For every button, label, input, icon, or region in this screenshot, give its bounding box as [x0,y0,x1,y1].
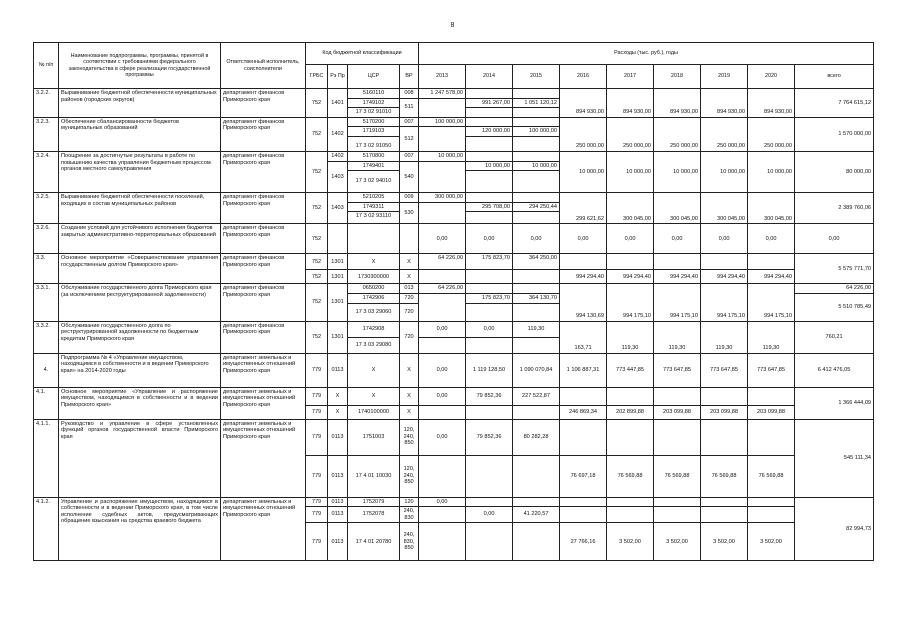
col-grbs-header: ГРБС [306,65,328,89]
value-cell: 3 502,00 [654,523,701,561]
grbs-cell: 752 [306,117,328,151]
csr-cell: 1749102 [348,98,400,108]
row-executor: департамент финансов Приморского края [221,224,306,254]
total-cell: 5 575 771,70 [795,254,874,284]
vr-cell: 720 [400,303,419,321]
csr-cell: 1742908 [348,321,400,337]
value-cell: 894 930,00 [607,89,654,118]
row-number: 4.1.1. [34,419,59,497]
col-total-header: всего [795,65,874,89]
rzpr-cell: 1301 [328,284,348,321]
value-cell: 1 090 070,84 [513,353,560,387]
value-cell: 250 000,00 [607,117,654,151]
value-cell: 0,00 [419,387,466,405]
rzpr-cell: 1402 [328,117,348,151]
value-cell: 119,30 [748,321,795,353]
vr-cell: Х [400,405,419,419]
row-number: 4.1. [34,387,59,419]
vr-cell: 009 [400,193,419,203]
row-name: Руководство и управление в сфере установленных функций органов государственной власти Приморского края [59,419,221,497]
value-cell: 203 099,88 [701,405,748,419]
col-csr-header: ЦСР [348,65,400,89]
col-num-header: № п/п [34,43,59,89]
value-cell: 994 294,40 [607,270,654,284]
grbs-cell: 752 [306,321,328,353]
vr-cell: 120, 240, 850 [400,455,419,497]
value-cell: 300 045,00 [607,193,654,224]
total-cell: 2 389 760,06 [795,193,874,224]
row-name: Основное мероприятие «Совершенствование управления государственным долгом Приморского края» [59,254,221,284]
value-cell: 0,00 [419,224,466,254]
vr-cell: 240, 830 [400,507,419,523]
row-number: 3.2.2. [34,89,59,118]
csr-cell: 1730300000 [348,270,400,284]
value-cell: 773 447,85 [607,353,654,387]
value-cell: 100 000,00 [419,117,466,127]
value-cell: 364 250,00 [513,254,560,270]
value-cell: 0,00 [654,224,701,254]
vr-cell: 720 [400,321,419,353]
vr-cell: 530 [400,202,419,224]
csr-cell: Х [348,387,400,405]
row-number: 3.2.5. [34,193,59,224]
total-cell: 5 510 785,49 [795,293,874,321]
row-number: 4.1.2. [34,497,59,561]
table-row [34,89,874,99]
csr-cell: Х [348,353,400,387]
csr-cell: 1752079 [348,497,400,507]
vr-cell: 008 [400,89,419,99]
value-cell: 10 000,00 [701,151,748,192]
rzpr-cell: Х [328,387,348,405]
value-cell: 175 823,70 [466,254,513,270]
vr-cell: 013 [400,284,419,294]
col-year-header: 2016 [560,65,607,89]
col-year-header: 2020 [748,65,795,89]
col-vr-header: ВР [400,65,419,89]
row-executor: департамент земельных и имущественных отношений Приморского края [221,497,306,561]
value-cell: 119,30 [513,321,560,337]
value-cell: 10 000,00 [748,151,795,192]
grbs-cell: 779 [306,353,328,387]
csr-cell: 17 3 03 29060 [348,303,400,321]
value-cell: 0,00 [419,353,466,387]
value-cell: 64 226,00 [419,284,466,294]
code-group-header: Код бюджетной классификации [306,43,419,65]
row-executor: департамент финансов Приморского края [221,117,306,151]
row-name: Подпрограмма № 4 «Управление имуществом, находящимся в собственности и в ведении Приморского края» на 2014-2020 годы [59,353,221,387]
total-cell: 760,21 [795,321,874,353]
csr-cell: 1740100000 [348,405,400,419]
value-cell: 10 000,00 [560,151,607,192]
vr-cell: 120 [400,497,419,507]
value-cell: 994 175,10 [607,284,654,321]
value-cell: 227 522,87 [513,387,560,405]
value-cell: 994 294,40 [701,270,748,284]
csr-cell: 1751003 [348,419,400,455]
value-cell: 364 130,70 [513,293,560,303]
value-cell: 994 294,40 [560,270,607,284]
value-cell: 76 569,88 [654,455,701,497]
table-row [34,387,874,405]
value-cell: 994 175,10 [701,284,748,321]
col-rzpr-header: Рз Пр [328,65,348,89]
row-number: 3.2.6. [34,224,59,254]
rzpr-cell: 0113 [328,455,348,497]
col-executor-header: Ответственный исполнитель, соисполнители [221,43,306,89]
csr-cell: 17 3 02 93110 [348,212,400,224]
value-cell: 64 226,00 [419,254,466,270]
vr-cell: Х [400,270,419,284]
csr-cell: 17 4 01 20780 [348,523,400,561]
value-cell: 10 000,00 [607,151,654,192]
value-cell: 41 220,57 [513,507,560,523]
value-cell: 994 294,40 [654,270,701,284]
grbs-cell: 779 [306,507,328,523]
value-cell: 250 000,00 [560,117,607,151]
row-number: 3.2.4. [34,151,59,192]
value-cell: 120 000,00 [466,127,513,137]
row-number: 3.2.3. [34,117,59,151]
row-number: 4. [34,353,59,387]
rzpr-cell: 1301 [328,254,348,270]
value-cell: 0,00 [466,224,513,254]
rzpr-cell: 1402 [328,151,348,161]
vr-cell: Х [400,254,419,270]
value-cell: 3 502,00 [701,523,748,561]
csr-cell: 5170200 [348,117,400,127]
row-name: Обеспечение сбалансированности бюджетов муниципальных образований [59,117,221,151]
value-cell: 163,71 [560,321,607,353]
csr-cell: 1719103 [348,127,400,137]
rzpr-cell: 1403 [328,193,348,224]
total-cell: 0,00 [795,224,874,254]
rzpr-cell: 0113 [328,523,348,561]
csr-cell: 17 3 02 94010 [348,171,400,193]
row-number: 3.3.1. [34,284,59,321]
table-row [34,419,874,455]
col-name-header: Наименование подпрограммы, программы, принятой в соответствии с требованиями федерального законодательства в сфере реализации государственной программы [59,43,221,89]
grbs-cell: 779 [306,523,328,561]
value-cell: 250 000,00 [748,117,795,151]
total-cell: 82 994,73 [795,497,874,561]
value-cell: 294 250,44 [513,202,560,212]
value-cell: 76 569,88 [607,455,654,497]
value-cell: 203 099,88 [748,405,795,419]
value-cell: 894 930,00 [748,89,795,118]
col-year-header: 2013 [419,65,466,89]
rzpr-cell: 0113 [328,507,348,523]
vr-cell: 511 [400,98,419,117]
total-cell: 7 764 615,12 [795,89,874,118]
value-cell: 0,00 [466,321,513,337]
table-row [34,224,874,254]
value-cell: 894 930,00 [701,89,748,118]
value-cell: 250 000,00 [701,117,748,151]
table-row [34,284,874,294]
row-executor: департамент финансов Приморского края [221,151,306,192]
csr-cell: 1742906 [348,293,400,303]
grbs-cell: 752 [306,270,328,284]
row-name: Обслуживание государственного долга по реструктурированной задолженности по бюджетным кредитам Приморского края [59,321,221,353]
csr-cell: 1749401 [348,161,400,171]
row-executor: департамент земельных и имущественных отношений Приморского края [221,419,306,497]
vr-cell: 512 [400,127,419,152]
row-number: 3.3.2. [34,321,59,353]
value-cell: 0,00 [419,497,466,507]
row-executor: департамент финансов Приморского края [221,254,306,284]
value-cell: 80 282,28 [513,419,560,455]
value-cell: 1 119 128,50 [466,353,513,387]
vr-cell: 540 [400,161,419,193]
row-number: 3.3. [34,254,59,284]
row-name: Обслуживание государственного долга Приморского края (за исключением реструктурированной задолженности) [59,284,221,321]
value-cell: 3 502,00 [607,523,654,561]
grbs-cell: 752 [306,224,328,254]
vr-cell: Х [400,353,419,387]
grbs-cell: 779 [306,387,328,405]
total-cell: 1 570 000,00 [795,117,874,151]
csr-cell: 1749311 [348,202,400,212]
csr-cell: 1752078 [348,507,400,523]
value-cell: 994 130,69 [560,284,607,321]
page-number: 8 [450,22,455,29]
value-cell: 994 175,10 [654,284,701,321]
value-cell: 10 000,00 [466,161,513,171]
value-cell: 994 175,10 [748,284,795,321]
grbs-cell: 779 [306,497,328,507]
rzpr-cell: 0113 [328,497,348,507]
row-name: Создание условий для устойчивого исполнения бюджетов закрытых административно-территориальных образований [59,224,221,254]
col-year-header: 2017 [607,65,654,89]
csr-cell: 5210205 [348,193,400,203]
vr-cell: 007 [400,117,419,127]
total-cell: 545 111,34 [795,419,874,497]
value-cell: 10 000,00 [419,151,466,161]
value-cell: 300 045,00 [654,193,701,224]
value-cell: 0,00 [419,419,466,455]
value-cell: 27 766,16 [560,523,607,561]
rzpr-cell: 0113 [328,353,348,387]
csr-cell: 5170800 [348,151,400,161]
grbs-cell: 779 [306,455,328,497]
value-cell: 300 045,00 [748,193,795,224]
value-cell: 773 647,85 [748,353,795,387]
grbs-cell: 752 [306,254,328,270]
grbs-cell: 752 [306,89,328,118]
csr-cell: 17 3 02 91050 [348,136,400,151]
row-executor: департамент финансов Приморского края [221,193,306,224]
rzpr-cell: 1301 [328,270,348,284]
value-cell: 175 823,70 [466,293,513,303]
value-cell: 0,00 [466,507,513,523]
row-name: Выравнивание бюджетной обеспеченности муниципальных районов (городских округов) [59,89,221,118]
table-row [34,321,874,337]
value-cell: 203 099,88 [654,405,701,419]
csr-cell: 17 3 03 29080 [348,337,400,353]
value-cell: 76 569,88 [701,455,748,497]
total-cell: 6 412 476,05 [795,353,874,387]
csr-cell: 5160110 [348,89,400,99]
value-cell: 300 000,00 [419,193,466,203]
table-row [34,151,874,161]
value-cell: 79 852,36 [466,387,513,405]
value-cell: 119,30 [607,321,654,353]
grbs-cell: 752 [306,151,328,192]
grbs-cell: 779 [306,419,328,455]
value-cell: 10 000,00 [654,151,701,192]
grbs-cell: 752 [306,284,328,321]
table-row [34,353,874,387]
value-cell: 991 267,00 [466,98,513,108]
total-cell: 64 226,00 [795,284,874,294]
col-year-header: 2014 [466,65,513,89]
header-row-1 [34,43,874,65]
value-cell: 119,30 [654,321,701,353]
value-cell: 1 247 578,00 [419,89,466,99]
grbs-cell: 752 [306,193,328,224]
vr-cell: Х [400,387,419,405]
value-cell: 894 930,00 [560,89,607,118]
vr-cell: 120, 240, 850 [400,419,419,455]
row-name: Выравнивание бюджетной обеспеченности поселений, входящих в состав муниципальных районов [59,193,221,224]
csr-cell: Х [348,254,400,270]
budget-table [33,42,874,561]
expenses-group-header: Расходы (тыс. руб.), годы [419,43,874,65]
value-cell: 0,00 [560,224,607,254]
col-year-header: 2018 [654,65,701,89]
rzpr-cell: 1403 [328,161,348,193]
row-name: Управление и распоряжение имуществом, находящимся в собственности и в ведении Приморского края, в том числе исполнение судебных актов, предусматривающих обращение взыскания на средства краевого бюджета [59,497,221,561]
row-executor: департамент финансов Приморского края [221,284,306,321]
row-executor: департамент земельных и имущественных отношений Приморского края [221,387,306,419]
value-cell: 0,00 [513,224,560,254]
value-cell: 0,00 [607,224,654,254]
row-executor: департамент финансов Приморского края [221,321,306,353]
rzpr-cell: 1401 [328,89,348,118]
csr-cell: 17 4 01 10030 [348,455,400,497]
vr-cell: 720 [400,293,419,303]
value-cell: 100 000,00 [513,127,560,137]
rzpr-cell: 1301 [328,321,348,353]
value-cell: 76 697,18 [560,455,607,497]
value-cell: 0,00 [701,224,748,254]
rzpr-cell: 0113 [328,419,348,455]
value-cell: 773 647,85 [701,353,748,387]
value-cell: 1 051 120,12 [513,98,560,108]
rzpr-cell: Х [328,405,348,419]
value-cell: 994 294,40 [748,270,795,284]
value-cell: 79 852,36 [466,419,513,455]
table-row [34,497,874,507]
row-executor: департамент земельных и имущественных отношений Приморского края [221,353,306,387]
value-cell: 246 869,34 [560,405,607,419]
value-cell: 202 899,88 [607,405,654,419]
col-year-header: 2019 [701,65,748,89]
grbs-cell: 779 [306,405,328,419]
total-cell: 1 366 444,09 [795,387,874,419]
row-executor: департамент финансов Приморского края [221,89,306,118]
value-cell: 894 930,00 [654,89,701,118]
row-name: Основное мероприятие «Управление и распоряжение имуществом, находящимся в собственности и в ведении Приморского края» [59,387,221,419]
table-row [34,254,874,270]
value-cell: 773 647,85 [654,353,701,387]
col-year-header: 2015 [513,65,560,89]
total-cell: 80 000,00 [795,151,874,192]
value-cell: 250 000,00 [654,117,701,151]
value-cell: 295 708,00 [466,202,513,212]
value-cell: 10 000,00 [513,161,560,171]
table-row [34,117,874,127]
vr-cell: 007 [400,151,419,161]
value-cell: 300 045,00 [701,193,748,224]
value-cell: 1 106 887,31 [560,353,607,387]
value-cell: 0,00 [419,321,466,337]
value-cell: 76 569,88 [748,455,795,497]
value-cell: 0,00 [748,224,795,254]
value-cell: 3 502,00 [748,523,795,561]
value-cell: 299 621,62 [560,193,607,224]
row-name: Поощрение за достигнутые результаты в работе по повышению качества управления бюджетным процессом органов местного самоуправления [59,151,221,192]
vr-cell: 240, 830, 850 [400,523,419,561]
csr-cell: 17 3 02 91010 [348,108,400,118]
table-row [34,193,874,203]
value-cell: 119,30 [701,321,748,353]
csr-cell: 0650200 [348,284,400,294]
